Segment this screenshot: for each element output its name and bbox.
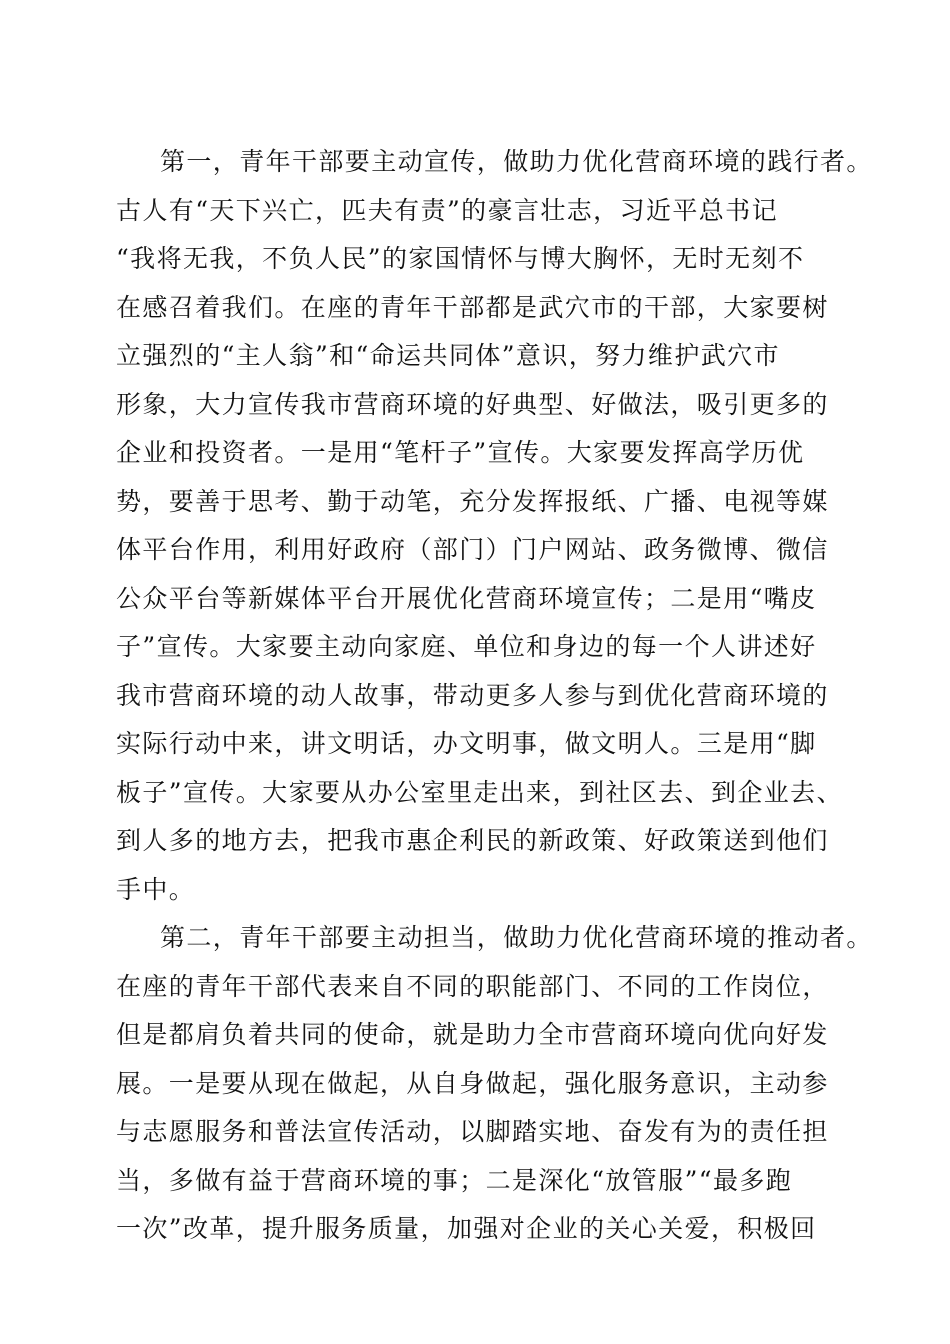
text-line: 板子”宣传。大家要从办公室里走出来，到社区去、到企业去、 <box>116 777 843 807</box>
text-line: 一次”改革，提升服务质量，加强对企业的关心关爱，积极回 <box>116 1214 817 1243</box>
text-line: 立强烈的“主人翁”和“命运共同体”意识，努力维护武穴市 <box>116 341 780 370</box>
text-line: 企业和投资者。一是用“笔杆子”宣传。大家要发挥高学历优 <box>116 438 805 467</box>
paragraph-1-heading-line: 第一，青年干部要主动宣传，做助力优化营商环境的践行者。 <box>160 147 873 176</box>
text-line: 在座的青年干部代表来自不同的职能部门、不同的工作岗位， <box>116 971 829 1001</box>
text-line: “我将无我，不负人民”的家国情怀与博大胸怀，无时无刻不 <box>116 244 805 273</box>
text-line: 在感召着我们。在座的青年干部都是武穴市的干部，大家要树 <box>116 292 829 322</box>
text-line: 体平台作用，利用好政府（部门）门户网站、政务微博、微信 <box>116 535 829 564</box>
document-body <box>116 138 873 1254</box>
text-line: 到人多的地方去，把我市惠企利民的新政策、好政策送到他们 <box>116 826 829 855</box>
text-line: 古人有“天下兴亡，匹夫有责”的豪言壮志，习近平总书记 <box>116 195 778 225</box>
text-line: 展。一是要从现在做起，从自身做起，强化服务意识，主动参 <box>116 1068 829 1098</box>
paragraph-2-heading-line: 第二，青年干部要主动担当，做助力优化营商环境的推动者。 <box>160 923 873 952</box>
text-line: 实际行动中来，讲文明话，办文明事，做文明人。三是用“脚 <box>116 729 817 758</box>
text-line: 势，要善于思考、勤于动笔，充分发挥报纸、广播、电视等媒 <box>116 486 829 516</box>
text-line: 公众平台等新媒体平台开展优化营商环境宣传；二是用“嘴皮 <box>116 583 817 613</box>
text-line: 但是都肩负着共同的使命，就是助力全市营商环境向优向好发 <box>116 1020 829 1049</box>
text-line: 我市营商环境的动人故事，带动更多人参与到优化营商环境的 <box>116 680 829 710</box>
text-line: 手中。 <box>116 874 196 904</box>
text-line: 子”宣传。大家要主动向家庭、单位和身边的每一个人讲述好 <box>116 632 817 661</box>
text-line: 与志愿服务和普法宣传活动，以脚踏实地、奋发有为的责任担 <box>116 1117 829 1146</box>
text-line: 当，多做有益于营商环境的事；二是深化“放管服”“最多跑 <box>116 1165 793 1195</box>
text-line: 形象，大力宣传我市营商环境的好典型、好做法，吸引更多的 <box>116 389 829 419</box>
